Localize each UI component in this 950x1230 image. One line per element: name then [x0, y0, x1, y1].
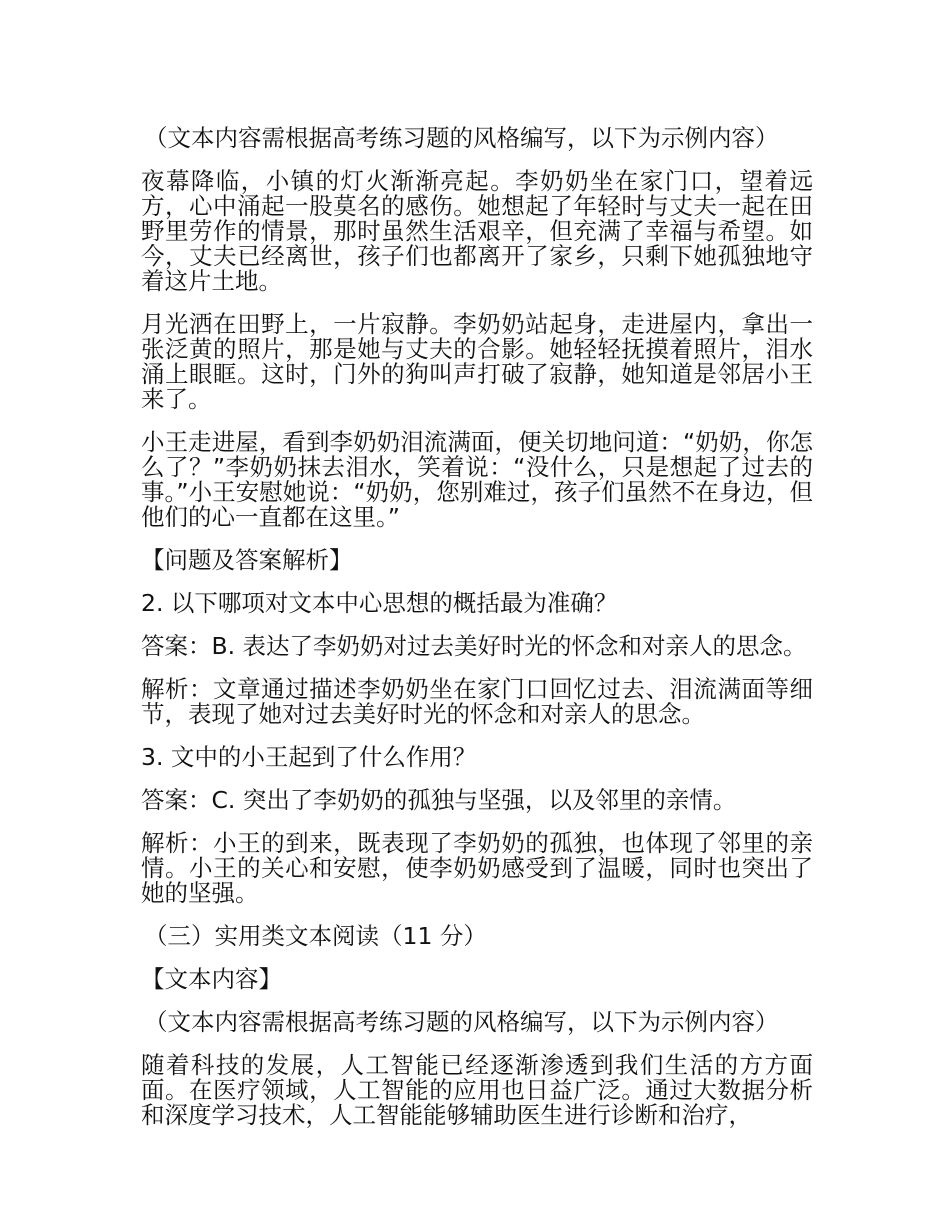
question-2: 2. 以下哪项对文本中心思想的概括最为准确？ [141, 589, 618, 617]
question-3: 3. 文中的小王起到了什么作用？ [141, 743, 477, 771]
story-paragraph-1: 夜幕降临，小镇的灯火渐渐亮起。李奶奶坐在家门口，望着远方，心中涌起一股莫名的感伤。她想起了年轻时与丈夫一起在田野里劳作的情景，那时虽然生活艰辛，但充满了幸福与希望。如今，丈夫已经离世，孩子们也都离开了家乡，只剩下她孤独地守着这片土地。 [141, 167, 813, 295]
analysis-3: 解析：小王的到来，既表现了李奶奶的孤独，也体现了邻里的亲情。小王的关心和安慰，使李奶奶感受到了温暖，同时也突出了她的坚强。 [141, 829, 813, 907]
story-paragraph-3: 小王走进屋，看到李奶奶泪流满面，便关切地问道：“奶奶，你怎么了？”李奶奶抹去泪水，笑着说：“没什么，只是想起了过去的事。”小王安慰她说：“奶奶，您别难过，孩子们虽然不在身边，但他们的心一直都在这里。” [141, 428, 813, 531]
section-3-title: （三）实用类文本阅读（11 分） [144, 922, 487, 950]
practical-paragraph: 随着科技的发展，人工智能已经逐渐渗透到我们生活的方方面面。在医疗领域，人工智能的应用也日益广泛。通过大数据分析和深度学习技术，人工智能能够辅助医生进行诊断和治疗， [141, 1051, 813, 1129]
text-content-heading: 【文本内容】 [141, 965, 282, 993]
example-note: （文本内容需根据高考练习题的风格编写，以下为示例内容） [144, 124, 779, 152]
qa-heading: 【问题及答案解析】 [141, 546, 353, 574]
answer-2: 答案：B. 表达了李奶奶对过去美好时光的怀念和对亲人的思念。 [141, 632, 807, 660]
story-paragraph-2: 月光洒在田野上，一片寂静。李奶奶站起身，走进屋内，拿出一张泛黄的照片，那是她与丈夫的合影。她轻轻抚摸着照片，泪水涌上眼眶。这时，门外的狗叫声打破了寂静，她知道是邻居小王来了。 [141, 310, 813, 413]
example-note-2: （文本内容需根据高考练习题的风格编写，以下为示例内容） [144, 1008, 779, 1036]
analysis-2: 解析：文章通过描述李奶奶坐在家门口回忆过去、泪流满面等细节，表现了她对过去美好时光的怀念和对亲人的思念。 [141, 675, 813, 728]
document-body [141, 126, 813, 1146]
answer-3: 答案：C. 突出了李奶奶的孤独与坚强，以及邻里的亲情。 [141, 786, 737, 814]
